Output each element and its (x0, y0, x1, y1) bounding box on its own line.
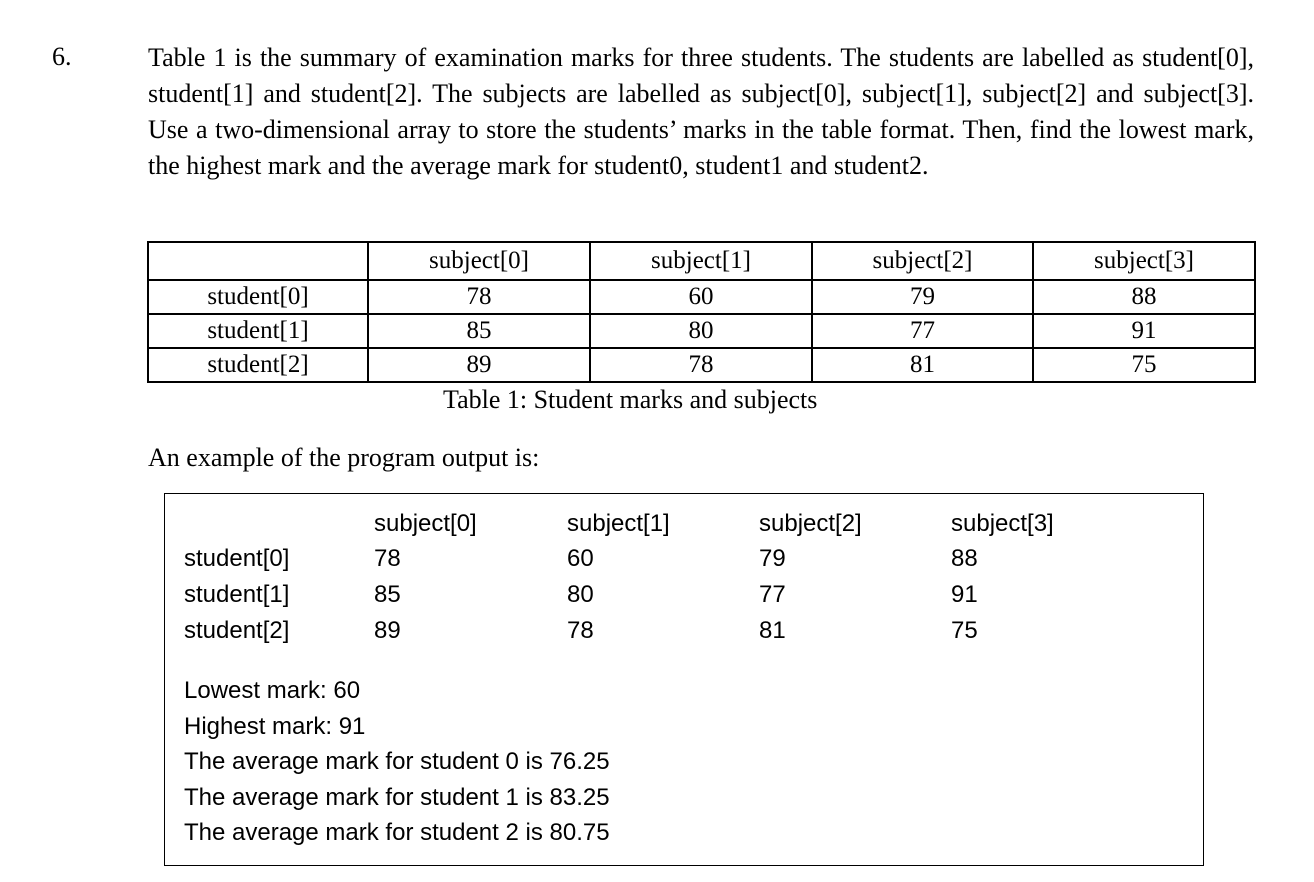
row-label: student[1] (148, 314, 368, 348)
output-average-student-1: The average mark for student 1 is 83.25 (184, 784, 610, 811)
output-mark: 79 (759, 545, 786, 572)
table-row (148, 280, 1255, 314)
output-mark: 78 (374, 545, 401, 572)
output-lowest-mark: Lowest mark: 60 (184, 677, 361, 704)
output-mark: 89 (374, 617, 401, 644)
output-row-label: student[2] (184, 617, 290, 644)
output-row-label: student[1] (184, 581, 290, 608)
output-intro: An example of the program output is: (148, 443, 540, 472)
row-label: student[0] (148, 280, 368, 314)
mark-cell: 88 (1033, 280, 1255, 314)
mark-cell: 89 (368, 348, 590, 382)
mark-cell: 78 (590, 348, 812, 382)
table-caption: Table 1: Student marks and subjects (443, 385, 818, 414)
mark-cell: 85 (368, 314, 590, 348)
mark-cell: 60 (590, 280, 812, 314)
output-mark: 88 (951, 545, 978, 572)
output-mark: 80 (567, 581, 594, 608)
output-average-student-2: The average mark for student 2 is 80.75 (184, 819, 610, 846)
question-text: Table 1 is the summary of examination marks for three students. The students are labelled as student[0], student[1] and student[2]. The subjects are labelled as subject[0], subject[1], subject[2] and subject[3]. Use a two-dimensional array to store the students’ marks in the table format. Then, find the lowest mark, the highest mark and the average mark for student0, student1 and student2. (148, 43, 1254, 180)
output-mark: 81 (759, 617, 786, 644)
program-output-box (164, 493, 1204, 866)
marks-table (147, 241, 1256, 383)
header-cell: subject[1] (590, 242, 812, 280)
output-row-label: student[0] (184, 545, 290, 572)
output-mark: 91 (951, 581, 978, 608)
output-header: subject[1] (567, 510, 670, 537)
table-row (148, 348, 1255, 382)
mark-cell: 81 (812, 348, 1033, 382)
mark-cell: 91 (1033, 314, 1255, 348)
table-header-row (148, 242, 1255, 280)
output-mark: 78 (567, 617, 594, 644)
mark-cell: 77 (812, 314, 1033, 348)
output-mark: 77 (759, 581, 786, 608)
header-cell (148, 242, 368, 280)
output-highest-mark: Highest mark: 91 (184, 713, 366, 740)
output-mark: 85 (374, 581, 401, 608)
header-cell: subject[3] (1033, 242, 1255, 280)
mark-cell: 80 (590, 314, 812, 348)
output-mark: 60 (567, 545, 594, 572)
output-header: subject[2] (759, 510, 862, 537)
output-header: subject[3] (951, 510, 1054, 537)
header-cell: subject[2] (812, 242, 1033, 280)
mark-cell: 79 (812, 280, 1033, 314)
table-row (148, 314, 1255, 348)
header-cell: subject[0] (368, 242, 590, 280)
output-average-student-0: The average mark for student 0 is 76.25 (184, 748, 610, 775)
output-header: subject[0] (374, 510, 477, 537)
mark-cell: 75 (1033, 348, 1255, 382)
row-label: student[2] (148, 348, 368, 382)
question-number: 6. (52, 42, 72, 71)
output-mark: 75 (951, 617, 978, 644)
mark-cell: 78 (368, 280, 590, 314)
